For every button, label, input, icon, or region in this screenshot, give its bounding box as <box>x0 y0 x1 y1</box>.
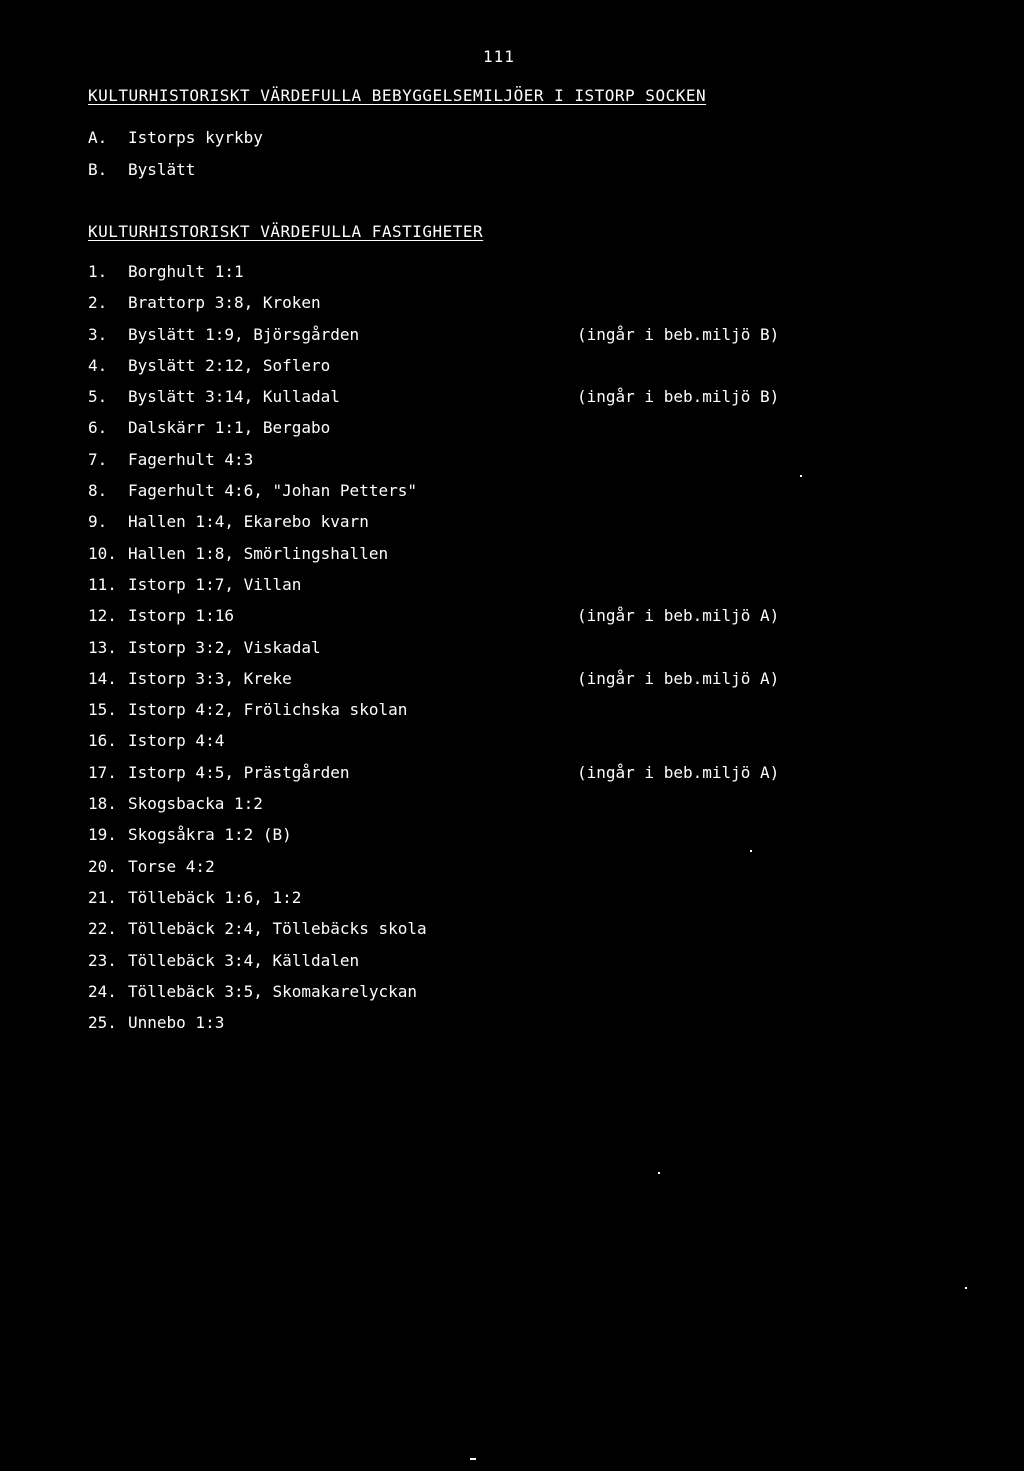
item-number: 25. <box>88 1013 117 1033</box>
item-label: A. <box>88 128 108 147</box>
item-note: (ingår i beb.miljö B) <box>577 324 780 344</box>
list-item <box>88 544 427 575</box>
page-number: 111 <box>483 47 515 66</box>
item-number: 5. <box>88 387 108 407</box>
scan-speck <box>470 1458 476 1460</box>
list-item <box>88 450 427 481</box>
list-item <box>88 731 427 762</box>
item-name: Byslätt 3:14, Kulladal <box>128 387 340 407</box>
list-item <box>88 794 427 825</box>
list-item <box>88 951 427 982</box>
item-name: Töllebäck 3:4, Källdalen <box>128 950 360 970</box>
item-number: 9. <box>88 512 108 532</box>
list-item <box>88 700 427 731</box>
list-item <box>88 356 427 387</box>
item-name: Byslätt 2:12, Soflero <box>128 355 331 375</box>
list-item <box>88 324 780 356</box>
item-name: Fagerhult 4:3 <box>128 449 254 469</box>
item-number: 8. <box>88 481 108 501</box>
item-label: B. <box>88 160 108 179</box>
item-name: Istorp 1:7, Villan <box>128 574 302 594</box>
list-item <box>88 668 780 700</box>
item-number: 22. <box>88 919 117 939</box>
item-name: Skogsåkra 1:2 (B) <box>128 825 292 845</box>
list-item <box>88 387 780 418</box>
item-name: Borghult 1:1 <box>128 262 244 281</box>
item-note: (ingår i beb.miljö A) <box>577 762 780 782</box>
item-number: 2. <box>88 293 108 313</box>
item-name: Istorp 4:5, Prästgården <box>128 762 350 782</box>
item-number: 11. <box>88 574 117 594</box>
scan-speck <box>800 475 802 477</box>
list-item <box>88 606 780 637</box>
item-name: Istorp 1:16 <box>128 606 234 626</box>
item-number: 15. <box>88 700 117 720</box>
item-name: Töllebäck 1:6, 1:2 <box>128 887 302 907</box>
list-item <box>88 262 427 293</box>
list-item <box>88 825 427 856</box>
list-item <box>88 481 427 512</box>
item-name: Torse 4:2 <box>128 856 215 876</box>
item-name: Hallen 1:4, Ekarebo kvarn <box>128 512 369 532</box>
list-item <box>88 1013 427 1044</box>
scan-speck <box>750 850 752 852</box>
item-number: 6. <box>88 418 108 438</box>
item-name: Fagerhult 4:6, "Johan Petters" <box>128 481 417 501</box>
environments-list <box>88 128 263 192</box>
item-name: Brattorp 3:8, Kroken <box>128 293 321 313</box>
item-name: Istorp 3:2, Viskadal <box>128 637 321 657</box>
item-number: 16. <box>88 731 117 751</box>
item-number: 12. <box>88 606 117 626</box>
list-item <box>88 418 427 449</box>
item-number: 4. <box>88 355 108 375</box>
item-number: 10. <box>88 543 117 563</box>
item-number: 20. <box>88 856 117 876</box>
scan-speck <box>658 1172 660 1174</box>
item-number: 21. <box>88 887 117 907</box>
scan-speck <box>965 1287 967 1289</box>
item-number: 7. <box>88 449 108 469</box>
item-number: 18. <box>88 794 117 814</box>
list-item <box>88 512 427 543</box>
item-name: Dalskärr 1:1, Bergabo <box>128 418 331 438</box>
item-number: 17. <box>88 762 117 782</box>
list-item <box>88 919 427 950</box>
list-item <box>88 888 427 919</box>
item-name: Istorp 4:4 <box>128 731 225 751</box>
list-item <box>88 160 263 192</box>
environments-heading: KULTURHISTORISKT VÄRDEFULLA BEBYGGELSEMILJÖER I ISTORP SOCKEN <box>88 86 707 105</box>
item-name: Skogsbacka 1:2 <box>128 794 263 814</box>
item-number: 23. <box>88 950 117 970</box>
properties-heading: KULTURHISTORISKT VÄRDEFULLA FASTIGHETER <box>88 222 484 241</box>
item-number: 3. <box>88 324 108 344</box>
item-name: Byslätt 1:9, Björsgården <box>128 324 360 344</box>
item-number: 1. <box>88 262 108 281</box>
list-item <box>88 293 427 324</box>
item-name: Istorp 3:3, Kreke <box>128 668 292 688</box>
item-name: Hallen 1:8, Smörlingshallen <box>128 543 389 563</box>
item-number: 24. <box>88 981 117 1001</box>
item-name: Unnebo 1:3 <box>128 1013 225 1033</box>
item-name: Istorp 4:2, Frölichska skolan <box>128 700 408 720</box>
item-note: (ingår i beb.miljö A) <box>577 668 780 688</box>
list-item <box>88 982 427 1013</box>
item-name: Töllebäck 2:4, Töllebäcks skola <box>128 919 427 939</box>
list-item <box>88 857 427 888</box>
item-name: Töllebäck 3:5, Skomakarelyckan <box>128 981 417 1001</box>
item-note: (ingår i beb.miljö B) <box>577 387 780 407</box>
list-item <box>88 638 427 669</box>
item-note: (ingår i beb.miljö A) <box>577 606 780 626</box>
list-item <box>88 128 263 160</box>
list-item <box>88 575 427 606</box>
item-name: Byslätt <box>128 160 196 179</box>
item-name: Istorps kyrkby <box>128 128 263 147</box>
list-item <box>88 762 780 794</box>
item-number: 13. <box>88 637 117 657</box>
item-number: 19. <box>88 825 117 845</box>
item-number: 14. <box>88 668 117 688</box>
properties-list <box>88 262 780 1044</box>
